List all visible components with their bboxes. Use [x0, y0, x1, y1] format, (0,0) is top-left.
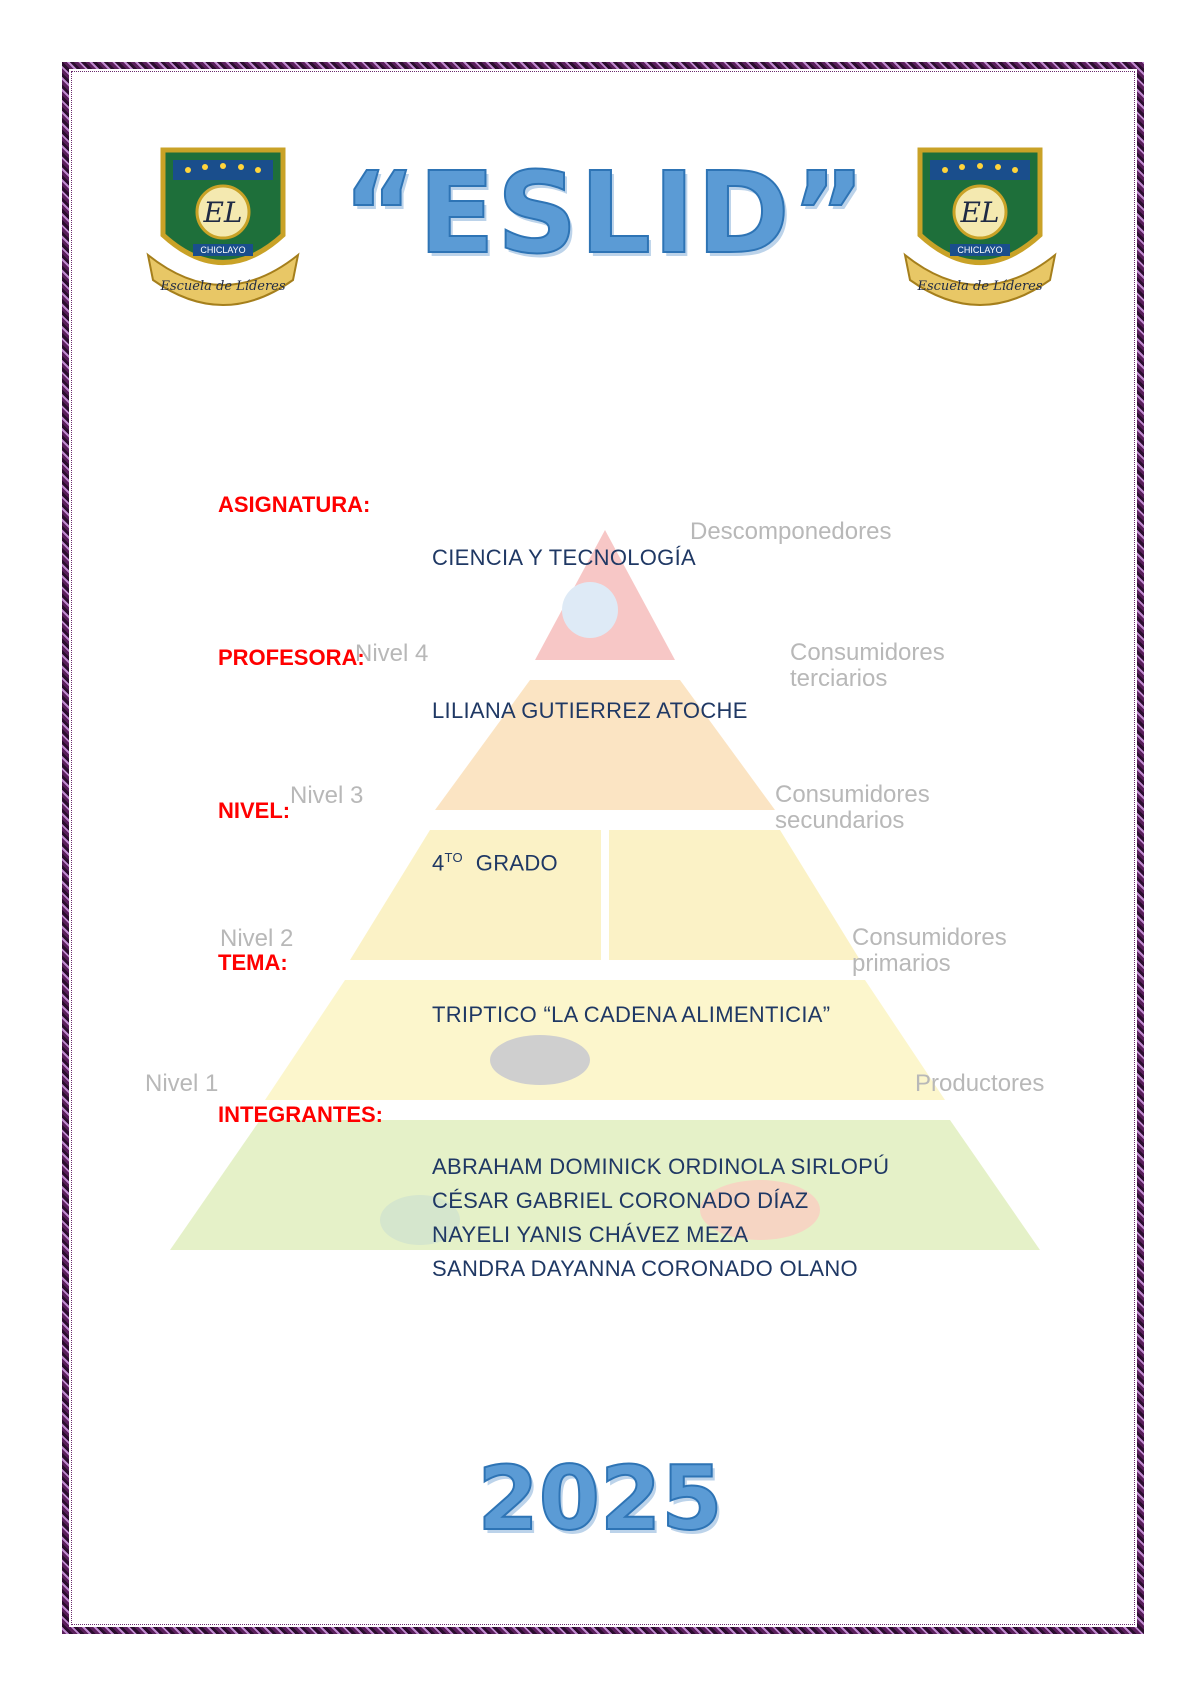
school-logo-right [900, 140, 1060, 310]
profesora-label: PROFESORA: [218, 645, 365, 670]
nivel-value [432, 850, 558, 876]
nivel-number: 4 [432, 850, 445, 876]
list-item: ABRAHAM DOMINICK ORDINOLA SIRLOPÚ [432, 1154, 890, 1179]
pyramid-level-3: Nivel 3 [290, 782, 364, 809]
pyramid-level-1: Nivel 1 [145, 1070, 219, 1097]
svg-text:EL: EL [960, 196, 1000, 229]
list-item: NAYELI YANIS CHÁVEZ MEZA [432, 1222, 749, 1247]
svg-text:CHICLAYO: CHICLAYO [200, 245, 246, 255]
nivel-grado: GRADO [475, 850, 558, 876]
list-item: SANDRA DAYANNA CORONADO OLANO [432, 1256, 858, 1281]
svg-text:CHICLAYO: CHICLAYO [957, 245, 1003, 255]
pyramid-level-2: Nivel 2 [220, 925, 294, 952]
nivel-superscript: TO [444, 850, 463, 865]
main-title: “ESLID” [342, 149, 868, 279]
tema-label: TEMA: [218, 950, 288, 975]
pyramid-label-descomponedores: Descomponedores [690, 518, 892, 545]
asignatura-value: CIENCIA Y TECNOLOGÍA [432, 545, 696, 570]
integrantes-label: INTEGRANTES: [218, 1102, 383, 1127]
school-logo-left [143, 140, 303, 310]
integrantes-list [432, 1150, 889, 1286]
svg-text:Escuela de Líderes: Escuela de Líderes [917, 279, 1043, 294]
pyramid-level-4: Nivel 4 [355, 640, 429, 667]
svg-text:EL: EL [203, 196, 243, 229]
pyramid-label-productores: Productores [915, 1070, 1045, 1097]
nivel-label: NIVEL: [218, 798, 291, 823]
pyramid-label-primarios: Consumidores primarios [852, 924, 1007, 977]
year: 2025 [477, 1447, 723, 1550]
pyramid-label-secundarios: Consumidores secundarios [775, 781, 930, 834]
list-item: CÉSAR GABRIEL CORONADO DÍAZ [432, 1188, 809, 1213]
tema-value: TRIPTICO “LA CADENA ALIMENTICIA” [432, 1002, 831, 1027]
svg-text:Escuela de Líderes: Escuela de Líderes [160, 279, 286, 294]
asignatura-label: ASIGNATURA: [218, 492, 371, 517]
profesora-value: LILIANA GUTIERREZ ATOCHE [432, 698, 748, 723]
pyramid-label-terciarios: Consumidores terciarios [790, 639, 945, 692]
